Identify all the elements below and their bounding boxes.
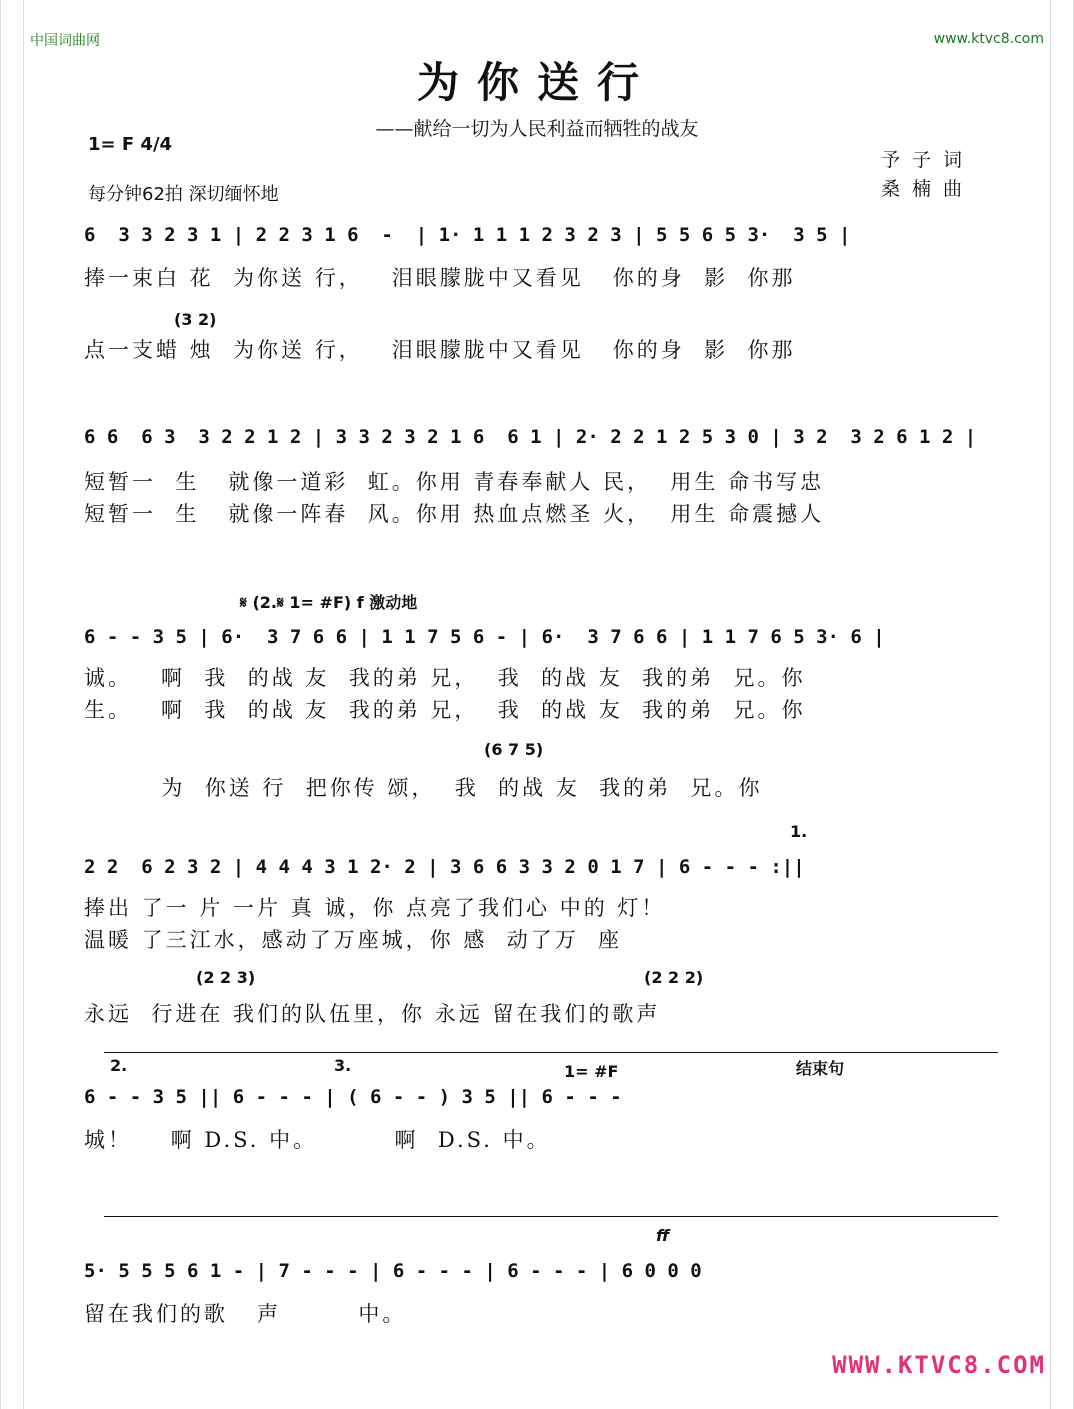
lyric-line-3c: 为 你送 行 把你传 颂， 我 的战 友 我的弟 兄。你	[84, 776, 763, 800]
notation-line-4: 2 2 6 2 3 2 | 4 4 4 3 1 2· 2 | 3 6 6 3 3 2 0 1 7 | 6 - - - :||	[84, 856, 805, 878]
volta-1: 1.	[790, 822, 808, 841]
right-margin-strip	[1050, 0, 1074, 1409]
lyric-line-4c: 永远 行进在 我们的队伍里，你 永远 留在我们的歌声	[84, 1002, 661, 1026]
song-subtitle: ——献给一切为人民利益而牺牲的战友	[375, 118, 699, 140]
variant-notes-4b: (2 2 2)	[644, 968, 704, 987]
lyric-line-4a: 捧出 了一 片 一片 真 诚，你 点亮了我们心 中的 灯！	[84, 896, 666, 920]
lyric-line-2b: 短暂一 生 就像一阵春 风。你用 热血点燃圣 火， 用生 命震撼人	[84, 502, 825, 526]
variant-notes-1: (3 2)	[174, 310, 217, 329]
variant-notes-4a: (2 2 3)	[196, 968, 256, 987]
lyric-line-4b: 温暖 了三江水，感动了万座城，你 感 动了万 座	[84, 928, 623, 952]
lyric-line-2a: 短暂一 生 就像一道彩 虹。你用 青春奉献人 民， 用生 命书写忠	[84, 470, 825, 494]
lyric-line-1b: 点一支蜡 烛 为你送 行， 泪眼朦胧中又看见 你的身 影 你那	[84, 338, 796, 362]
volta-3: 3.	[334, 1056, 352, 1075]
dynamic-ff: ff	[656, 1226, 670, 1245]
coda-label: 结束句	[796, 1059, 845, 1078]
lyricist-credit: 予子词	[880, 149, 974, 171]
site-name-left: 中国词曲网	[30, 33, 100, 49]
tempo-marking: 每分钟62拍 深切缅怀地	[88, 184, 279, 205]
volta-bracket-line	[104, 1052, 998, 1053]
notation-line-2: 6 6 6 3 3 2 2 1 2 | 3 3 2 3 2 1 6 6 1 | 2· 2 2 1 2 5 3 0 | 3 2 3 2 6 1 2 |	[84, 426, 977, 448]
lyric-line-5: 城！ 啊 D.S. 中。 啊 D.S. 中。	[84, 1128, 551, 1152]
coda-bracket-line	[104, 1216, 998, 1217]
lyric-line-1a: 捧一束白 花 为你送 行， 泪眼朦胧中又看见 你的身 影 你那	[84, 266, 796, 290]
notation-line-1: 6 3 3 2 3 1 | 2 2 3 1 6 - | 1· 1 1 1 2 3 2 3 | 5 5 6 5 3· 3 5 |	[84, 224, 851, 246]
lyric-line-3b: 生。 啊 我 的战 友 我的弟 兄， 我 的战 友 我的弟 兄。你	[84, 698, 806, 722]
lyric-line-6: 留在我们的歌 声 中。	[84, 1302, 407, 1326]
left-margin-strip	[0, 0, 24, 1409]
site-logo: WWW.KTVC8.COM	[832, 1351, 1046, 1379]
segno-modulation-marking: 𝄋 (2.𝄋 1= #F) f 激动地	[240, 593, 418, 612]
notation-line-3: 6 - - 3 5 | 6· 3 7 6 6 | 1 1 7 5 6 - | 6· 3 7 6 6 | 1 1 7 6 5 3· 6 |	[84, 626, 885, 648]
song-title: 为你送行	[416, 58, 657, 107]
volta-2: 2.	[110, 1056, 128, 1075]
site-url-right: www.ktvc8.com	[933, 31, 1044, 47]
lyric-line-3a: 诚。 啊 我 的战 友 我的弟 兄， 我 的战 友 我的弟 兄。你	[84, 666, 806, 690]
notation-line-6: 5· 5 5 5 6 1 - | 7 - - - | 6 - - - | 6 - - - | 6 0 0 0	[84, 1260, 702, 1282]
notation-line-5: 6 - - 3 5 || 6 - - - | ( 6 - - ) 3 5 || 6 - - -	[84, 1086, 622, 1108]
composer-credit: 桑楠曲	[880, 178, 974, 200]
key-signature: 1= F 4/4	[88, 134, 173, 155]
key-change: 1= #F	[564, 1062, 619, 1081]
variant-notes-3: (6 7 5)	[484, 740, 544, 759]
